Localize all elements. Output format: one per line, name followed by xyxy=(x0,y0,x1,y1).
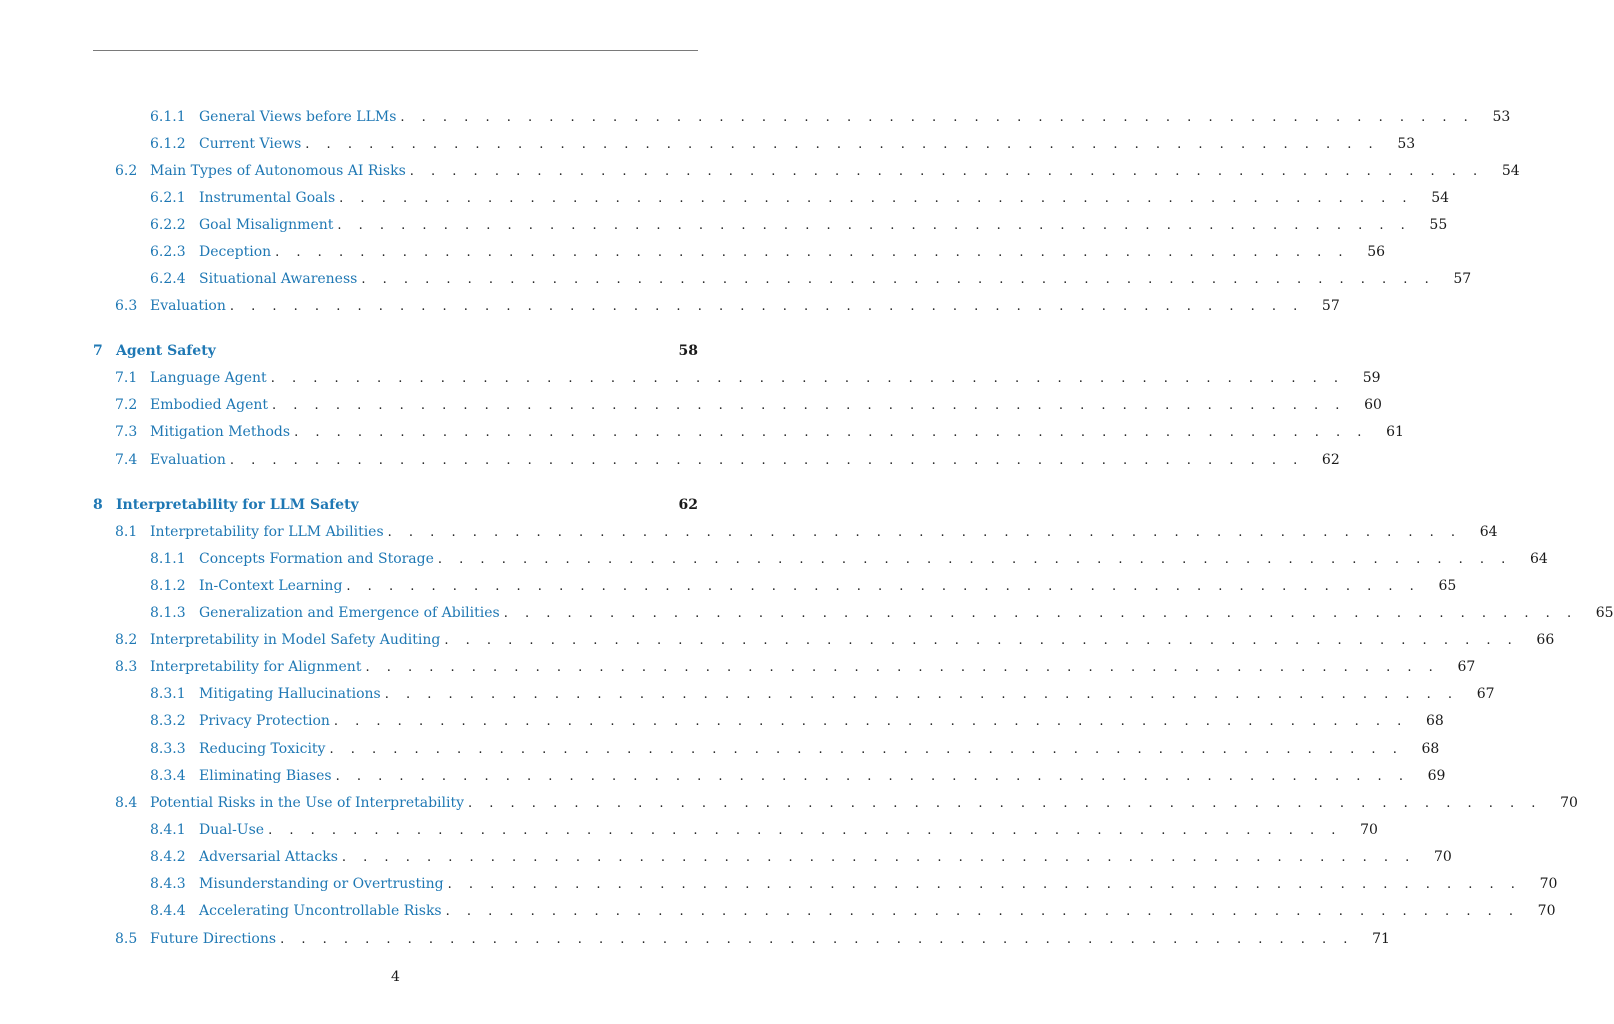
toc-entry-6-2-4[interactable] xyxy=(150,270,1472,288)
toc-entry-title: Misunderstanding or Overtrusting xyxy=(199,876,444,892)
toc-leader-dots: . . . . . . . . . . . . . . . . . . . . . . . . . . . . . . . . . . . . . . . . . . . . . . . . . . . xyxy=(346,579,1421,594)
toc-leader-dots: . . . . . . . . . . . . . . . . . . . . . . . . . . . . . . . . . . . . . . . . . . . . . . . . . . . xyxy=(337,218,1412,233)
toc-entry-6-3[interactable] xyxy=(115,297,1340,315)
toc-entry-number: 8.1 xyxy=(115,524,138,540)
toc-entry-page: 58 xyxy=(678,343,698,359)
toc-leader-dots: . . . . . . . . . . . . . . . . . . . . . . . . . . . . . . . . . . . . . . . . . . . . . . . . . . . xyxy=(339,191,1414,206)
toc-entry-8-1[interactable] xyxy=(115,523,1498,541)
toc-entry-title: Eliminating Biases xyxy=(199,768,332,784)
toc-entry-7-1[interactable] xyxy=(115,369,1381,387)
toc-entry-page: 60 xyxy=(1364,397,1382,413)
toc-leader-dots: . . . . . . . . . . . . . . . . . . . . . . . . . . . . . . . . . . . . . . . . . . . . . . . . . . . xyxy=(445,904,1520,919)
toc-entry-8-3-2[interactable] xyxy=(150,712,1444,730)
toc-entry-page: 55 xyxy=(1429,217,1448,233)
toc-entry-title: Current Views xyxy=(199,136,302,152)
toc-entry-number: 6.2 xyxy=(115,163,138,179)
toc-entry-page: 70 xyxy=(1560,795,1578,811)
toc-entry-title: Potential Risks in the Use of Interpretability xyxy=(150,795,465,811)
toc-entry-number: 6.3 xyxy=(115,298,138,314)
toc-entry-8-3-3[interactable] xyxy=(150,740,1440,758)
toc-entry-title: Embodied Agent xyxy=(150,397,269,413)
toc-leader-dots: . . . . . . . . . . . . . . . . . . . . . . . . . . . . . . . . . . . . . . . . . . . . . . . . . . . xyxy=(468,796,1542,811)
toc-entry-6-2[interactable] xyxy=(115,162,1520,180)
toc-leader-dots: . . . . . . . . . . . . . . . . . . . . . . . . . . . . . . . . . . . . . . . . . . . . . . . . . . . xyxy=(333,714,1408,729)
toc-entry-number: 8.3.4 xyxy=(150,768,186,784)
toc-entry-page: 70 xyxy=(1433,849,1452,865)
toc-entry-6-1-1[interactable] xyxy=(150,108,1511,126)
toc-entry-number: 8.3.1 xyxy=(150,686,186,702)
toc-entry-page: 62 xyxy=(1321,452,1340,468)
toc-entry-page: 59 xyxy=(1362,370,1381,386)
toc-entry-6-1-2[interactable] xyxy=(150,135,1416,153)
toc-leader-dots: . . . . . . . . . . . . . . . . . . . . . . . . . . . . . . . . . . . . . . . . . . . . . . . . . . . xyxy=(268,823,1342,838)
toc-entry-8-3-1[interactable] xyxy=(150,685,1495,703)
toc-entry-number: 7.1 xyxy=(115,370,138,386)
toc-entry-page: 62 xyxy=(678,497,698,513)
toc-entry-title: Generalization and Emergence of Abilities xyxy=(199,605,500,621)
toc-entry-page: 61 xyxy=(1386,424,1404,440)
toc-entry-page: 53 xyxy=(1492,109,1511,125)
toc-entry-page: 67 xyxy=(1457,659,1476,675)
toc-entry-page: 66 xyxy=(1536,632,1555,648)
toc-leader-dots: . . . . . . . . . . . . . . . . . . . . . . . . . . . . . . . . . . . . . . . . . . . . . . . . . . . xyxy=(294,425,1368,440)
toc-entry-8-3[interactable] xyxy=(115,658,1476,676)
toc-entry-8-4-1[interactable] xyxy=(150,821,1378,839)
toc-entry-title: Mitigating Hallucinations xyxy=(199,686,381,702)
toc-entry-page: 68 xyxy=(1425,713,1444,729)
toc-leader-dots: . . . . . . . . . . . . . . . . . . . . . . . . . . . . . . . . . . . . . . . . . . . . . . . . . . . xyxy=(447,877,1522,892)
toc-entry-8-2[interactable] xyxy=(115,631,1555,649)
toc-entry-number: 8.5 xyxy=(115,931,138,947)
toc-entry-number: 7 xyxy=(93,343,103,359)
toc-leader-dots: . . . . . . . . . . . . . . . . . . . . . . . . . . . . . . . . . . . . . . . . . . . . . . . . . . . xyxy=(365,660,1440,675)
toc-entry-title: Dual-Use xyxy=(199,822,265,838)
toc-entry-title: Accelerating Uncontrollable Risks xyxy=(199,903,442,919)
toc-leader-dots: . . . . . . . . . . . . . . . . . . . . . . . . . . . . . . . . . . . . . . . . . . . . . . . . . . . xyxy=(361,272,1436,287)
toc-entry-number: 7.3 xyxy=(115,424,138,440)
toc-leader-dots: . . . . . . . . . . . . . . . . . . . . . . . . . . . . . . . . . . . . . . . . . . . . . . . . . . . xyxy=(335,769,1410,784)
toc-entry-8-5[interactable] xyxy=(115,930,1390,948)
toc-entry-8-4[interactable] xyxy=(115,794,1578,812)
toc-entry-number: 6.2.4 xyxy=(150,271,186,287)
toc-entry-page: 69 xyxy=(1427,768,1446,784)
toc-entry-6-2-3[interactable] xyxy=(150,243,1386,261)
toc-entry-number: 8.3.2 xyxy=(150,713,186,729)
toc-entry-title: Main Types of Autonomous AI Risks xyxy=(150,163,406,179)
toc-entry-page: 56 xyxy=(1367,244,1386,260)
toc-entry-title: Future Directions xyxy=(150,931,277,947)
toc-section-8[interactable] xyxy=(93,496,698,514)
toc-leader-dots: . . . . . . . . . . . . . . . . . . . . . . . . . . . . . . . . . . . . . . . . . . . . . . . . . . . xyxy=(275,245,1350,260)
toc-entry-page: 53 xyxy=(1397,136,1416,152)
toc-leader-dots: . . . . . . . . . . . . . . . . . . . . . . . . . . . . . . . . . . . . . . . . . . . . . . . . . . . xyxy=(229,453,1304,468)
toc-leader-dots: . . . . . . . . . . . . . . . . . . . . . . . . . . . . . . . . . . . . . . . . . . . . . . . . . . . xyxy=(229,299,1304,314)
toc-entry-7-4[interactable] xyxy=(115,451,1340,469)
toc-leader-dots: . . . . . . . . . . . . . . . . . . . . . . . . . . . . . . . . . . . . . . . . . . . . . . . . . . . xyxy=(409,164,1484,179)
toc-entry-title: Evaluation xyxy=(150,452,226,468)
toc-entry-title: Interpretability for LLM Abilities xyxy=(150,524,384,540)
toc-entry-number: 8.4.2 xyxy=(150,849,186,865)
toc-entry-title: In-Context Learning xyxy=(199,578,343,594)
toc-entry-title: Reducing Toxicity xyxy=(199,741,326,757)
toc-entry-title: Goal Misalignment xyxy=(199,217,334,233)
toc-entry-title: Interpretability for LLM Safety xyxy=(116,497,359,513)
toc-entry-page: 70 xyxy=(1539,876,1558,892)
toc-entry-page: 64 xyxy=(1529,551,1548,567)
toc-entry-page: 64 xyxy=(1479,524,1498,540)
toc-entry-title: Language Agent xyxy=(150,370,267,386)
toc-leader-dots: . . . . . . . . . . . . . . . . . . . . . . . . . . . . . . . . . . . . . . . . . . . . . . . . . . . xyxy=(305,137,1380,152)
toc-entry-number: 6.2.3 xyxy=(150,244,186,260)
toc-entry-number: 8.4.1 xyxy=(150,822,186,838)
toc-entry-number: 8.3 xyxy=(115,659,138,675)
toc-entry-number: 8.3.3 xyxy=(150,741,186,757)
toc-entry-number: 8.1.2 xyxy=(150,578,186,594)
toc-entry-title: Adversarial Attacks xyxy=(199,849,338,865)
toc-entry-page: 65 xyxy=(1595,605,1614,621)
toc-entry-8-4-2[interactable] xyxy=(150,848,1452,866)
toc-entry-8-1-2[interactable] xyxy=(150,577,1457,595)
toc-entry-title: Mitigation Methods xyxy=(150,424,291,440)
toc-entry-number: 8.2 xyxy=(115,632,138,648)
toc-entry-page: 54 xyxy=(1501,163,1520,179)
toc-entry-title: Deception xyxy=(199,244,272,260)
toc-entry-number: 6.2.1 xyxy=(150,190,186,206)
toc-entry-number: 8.1.3 xyxy=(150,605,186,621)
toc-entry-title: Evaluation xyxy=(150,298,226,314)
toc-entry-title: Privacy Protection xyxy=(199,713,330,729)
toc-entry-page: 65 xyxy=(1438,578,1457,594)
toc-entry-title: Concepts Formation and Storage xyxy=(199,551,434,567)
toc-entry-title: Interpretability in Model Safety Auditing xyxy=(150,632,441,648)
toc-entry-number: 6.1.2 xyxy=(150,136,186,152)
toc-leader-dots: . . . . . . . . . . . . . . . . . . . . . . . . . . . . . . . . . . . . . . . . . . . . . . . . . . . xyxy=(341,850,1416,865)
toc-entry-page: 71 xyxy=(1372,931,1390,947)
toc-entry-number: 7.2 xyxy=(115,397,138,413)
toc-entry-number: 8.4.3 xyxy=(150,876,186,892)
toc-entry-number: 7.4 xyxy=(115,452,138,468)
toc-entry-title: Instrumental Goals xyxy=(199,190,336,206)
toc-leader-dots: . . . . . . . . . . . . . . . . . . . . . . . . . . . . . . . . . . . . . . . . . . . . . . . . . . . xyxy=(400,110,1475,125)
toc-entry-7-2[interactable] xyxy=(115,396,1382,414)
toc-leader-dots: . . . . . . . . . . . . . . . . . . . . . . . . . . . . . . . . . . . . . . . . . . . . . . . . . . . xyxy=(270,371,1345,386)
toc-entry-title: Agent Safety xyxy=(116,343,216,359)
toc-entry-page: 54 xyxy=(1431,190,1450,206)
toc-entry-8-1-3[interactable] xyxy=(150,604,1614,622)
toc-entry-title: Interpretability for Alignment xyxy=(150,659,362,675)
toc-entry-8-1-1[interactable] xyxy=(150,550,1548,568)
toc-entry-number: 8 xyxy=(93,497,103,513)
toc-entry-6-2-2[interactable] xyxy=(150,216,1448,234)
toc-entry-page: 57 xyxy=(1321,298,1340,314)
toc-entry-8-4-4[interactable] xyxy=(150,902,1556,920)
toc-entry-page: 57 xyxy=(1453,271,1472,287)
toc-entry-title: Situational Awareness xyxy=(199,271,358,287)
toc-entry-title: General Views before LLMs xyxy=(199,109,397,125)
toc-entry-8-3-4[interactable] xyxy=(150,767,1446,785)
toc-entry-number: 8.1.1 xyxy=(150,551,186,567)
toc-entry-number: 8.4.4 xyxy=(150,903,186,919)
toc-leader-dots: . . . . . . . . . . . . . . . . . . . . . . . . . . . . . . . . . . . . . . . . . . . . . . . . . . . xyxy=(280,932,1354,947)
toc-leader-dots: . . . . . . . . . . . . . . . . . . . . . . . . . . . . . . . . . . . . . . . . . . . . . . . . . . . xyxy=(387,525,1462,540)
toc-section-7[interactable] xyxy=(93,342,698,360)
toc-entry-7-3[interactable] xyxy=(115,423,1404,441)
toc-entry-page: 70 xyxy=(1360,822,1378,838)
toc-entry-number: 8.4 xyxy=(115,795,138,811)
page-number: 4 xyxy=(391,969,400,985)
toc-leader-dots: . . . . . . . . . . . . . . . . . . . . . . . . . . . . . . . . . . . . . . . . . . . . . . . . . . . xyxy=(437,552,1512,567)
toc-leader-dots: . . . . . . . . . . . . . . . . . . . . . . . . . . . . . . . . . . . . . . . . . . . . . . . . . . . xyxy=(272,398,1346,413)
toc-leader-dots: . . . . . . . . . . . . . . . . . . . . . . . . . . . . . . . . . . . . . . . . . . . . . . . . . . . xyxy=(444,633,1519,648)
toc-entry-8-4-3[interactable] xyxy=(150,875,1558,893)
toc-entry-number: 6.1.1 xyxy=(150,109,186,125)
toc-entry-page: 68 xyxy=(1421,741,1440,757)
toc-entry-6-2-1[interactable] xyxy=(150,189,1450,207)
toc-leader-dots: . . . . . . . . . . . . . . . . . . . . . . . . . . . . . . . . . . . . . . . . . . . . . . . . . . . xyxy=(503,606,1578,621)
toc-entry-number: 6.2.2 xyxy=(150,217,186,233)
toc-entry-page: 70 xyxy=(1537,903,1556,919)
toc-entry-page: 67 xyxy=(1476,686,1495,702)
toc-leader-dots: . . . . . . . . . . . . . . . . . . . . . . . . . . . . . . . . . . . . . . . . . . . . . . . . . . . xyxy=(384,687,1459,702)
toc-leader-dots: . . . . . . . . . . . . . . . . . . . . . . . . . . . . . . . . . . . . . . . . . . . . . . . . . . . xyxy=(329,742,1404,757)
